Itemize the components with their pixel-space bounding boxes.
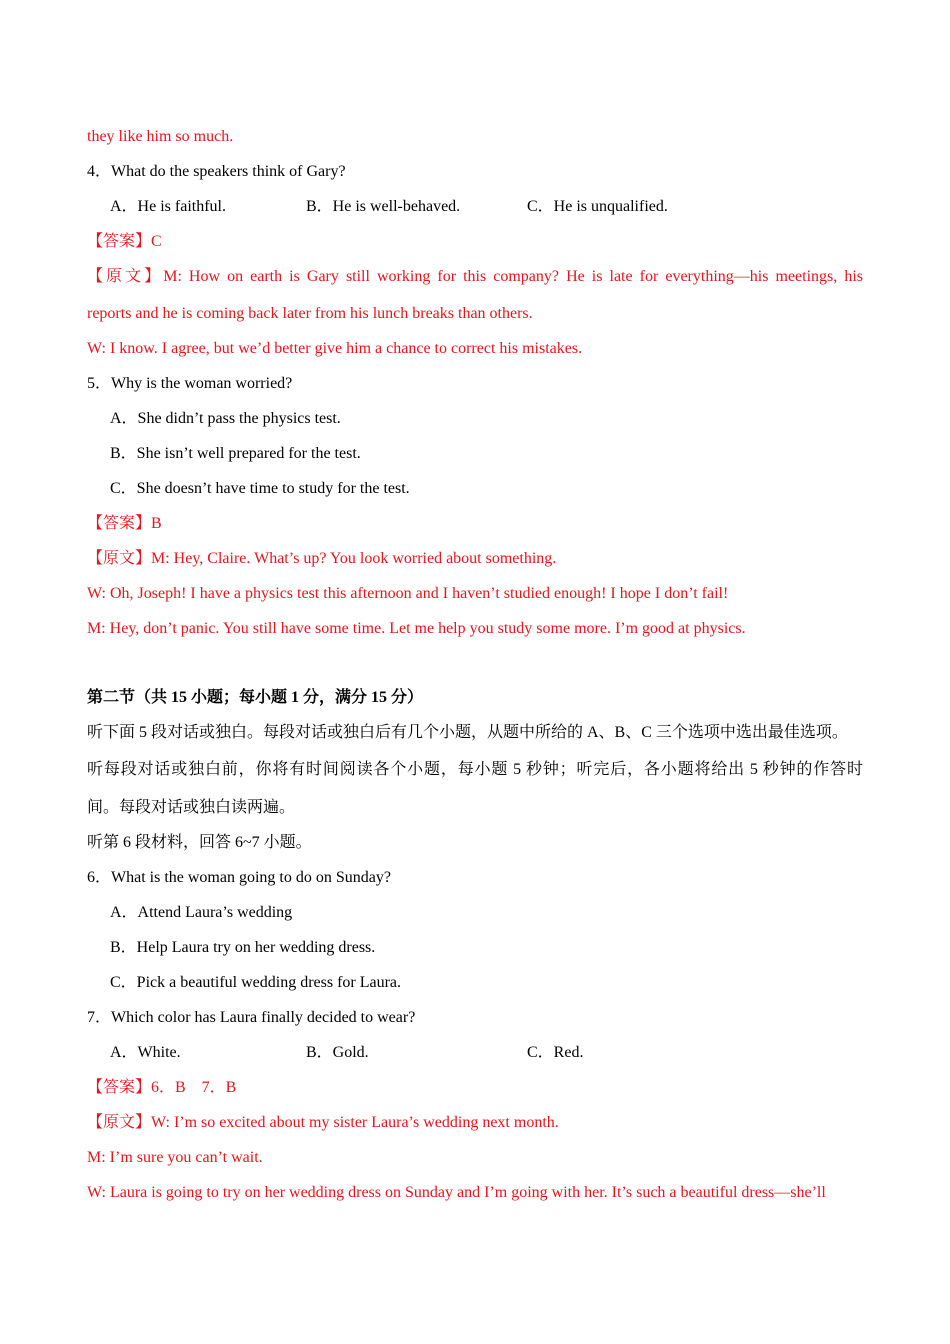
instructions-line: 听每段对话或独白前，你将有时间阅读各个小题，每小题 5 秒钟；听完后，各小题将给出 5 秒钟的作答时	[87, 761, 863, 778]
answer-4: 【答案】C	[87, 233, 162, 250]
instructions-line: 听第 6 段材料，回答 6~7 小题。	[87, 834, 312, 851]
q5-option-a: A．She didn’t pass the physics test.	[110, 410, 341, 427]
q5-option-c: C．She doesn’t have time to study for the test.	[110, 480, 410, 497]
transcript-line: reports and he is coming back later from his lunch breaks than others.	[87, 305, 533, 322]
transcript-line: they like him so much.	[87, 128, 234, 145]
transcript-line: W: I know. I agree, but we’d better give him a chance to correct his mistakes.	[87, 340, 583, 357]
answer-6-7: 【答案】6．B 7．B	[87, 1079, 237, 1096]
instructions-line: 听下面 5 段对话或独白。每段对话或独白后有几个小题，从题中所给的 A、B、C 三个选项中选出最佳选项。	[87, 724, 848, 741]
transcript-line: 【原文】M: Hey, Claire. What’s up? You look worried about something.	[87, 550, 557, 567]
q7-option-b: B．Gold.	[306, 1044, 369, 1061]
question-7: 7．Which color has Laura finally decided to wear?	[87, 1009, 416, 1026]
transcript-line: W: Oh, Joseph! I have a physics test this afternoon and I haven’t studied enough! I hope I don’t fail!	[87, 585, 729, 602]
q7-option-c: C．Red.	[527, 1044, 584, 1061]
question-6: 6．What is the woman going to do on Sunday?	[87, 869, 391, 886]
q4-option-b: B．He is well-behaved.	[306, 198, 461, 215]
q6-option-b: B．Help Laura try on her wedding dress.	[110, 939, 376, 956]
q6-option-a: A．Attend Laura’s wedding	[110, 904, 293, 921]
transcript-line: 【原文】M: How on earth is Gary still working for this company? He is late for everything—his meetings, his	[87, 268, 863, 285]
answer-5: 【答案】B	[87, 515, 162, 532]
transcript-line: W: Laura is going to try on her wedding dress on Sunday and I’m going with her. It’s such a beautiful dress—she’ll	[87, 1184, 826, 1201]
instructions-line: 间。每段对话或独白读两遍。	[87, 799, 296, 816]
q5-option-b: B．She isn’t well prepared for the test.	[110, 445, 361, 462]
q4-option-c: C．He is unqualified.	[527, 198, 668, 215]
q7-option-a: A．White.	[110, 1044, 181, 1061]
q4-option-a: A．He is faithful.	[110, 198, 226, 215]
transcript-line: M: Hey, don’t panic. You still have some time. Let me help you study some more. I’m good at physics.	[87, 620, 746, 637]
transcript-line: M: I’m sure you can’t wait.	[87, 1149, 263, 1166]
transcript-line: 【原文】W: I’m so excited about my sister Laura’s wedding next month.	[87, 1114, 559, 1131]
q6-option-c: C．Pick a beautiful wedding dress for Laura.	[110, 974, 402, 991]
question-5: 5．Why is the woman worried?	[87, 375, 293, 392]
question-4: 4．What do the speakers think of Gary?	[87, 163, 346, 180]
section-heading: 第二节（共 15 小题；每小题 1 分，满分 15 分）	[87, 689, 424, 706]
